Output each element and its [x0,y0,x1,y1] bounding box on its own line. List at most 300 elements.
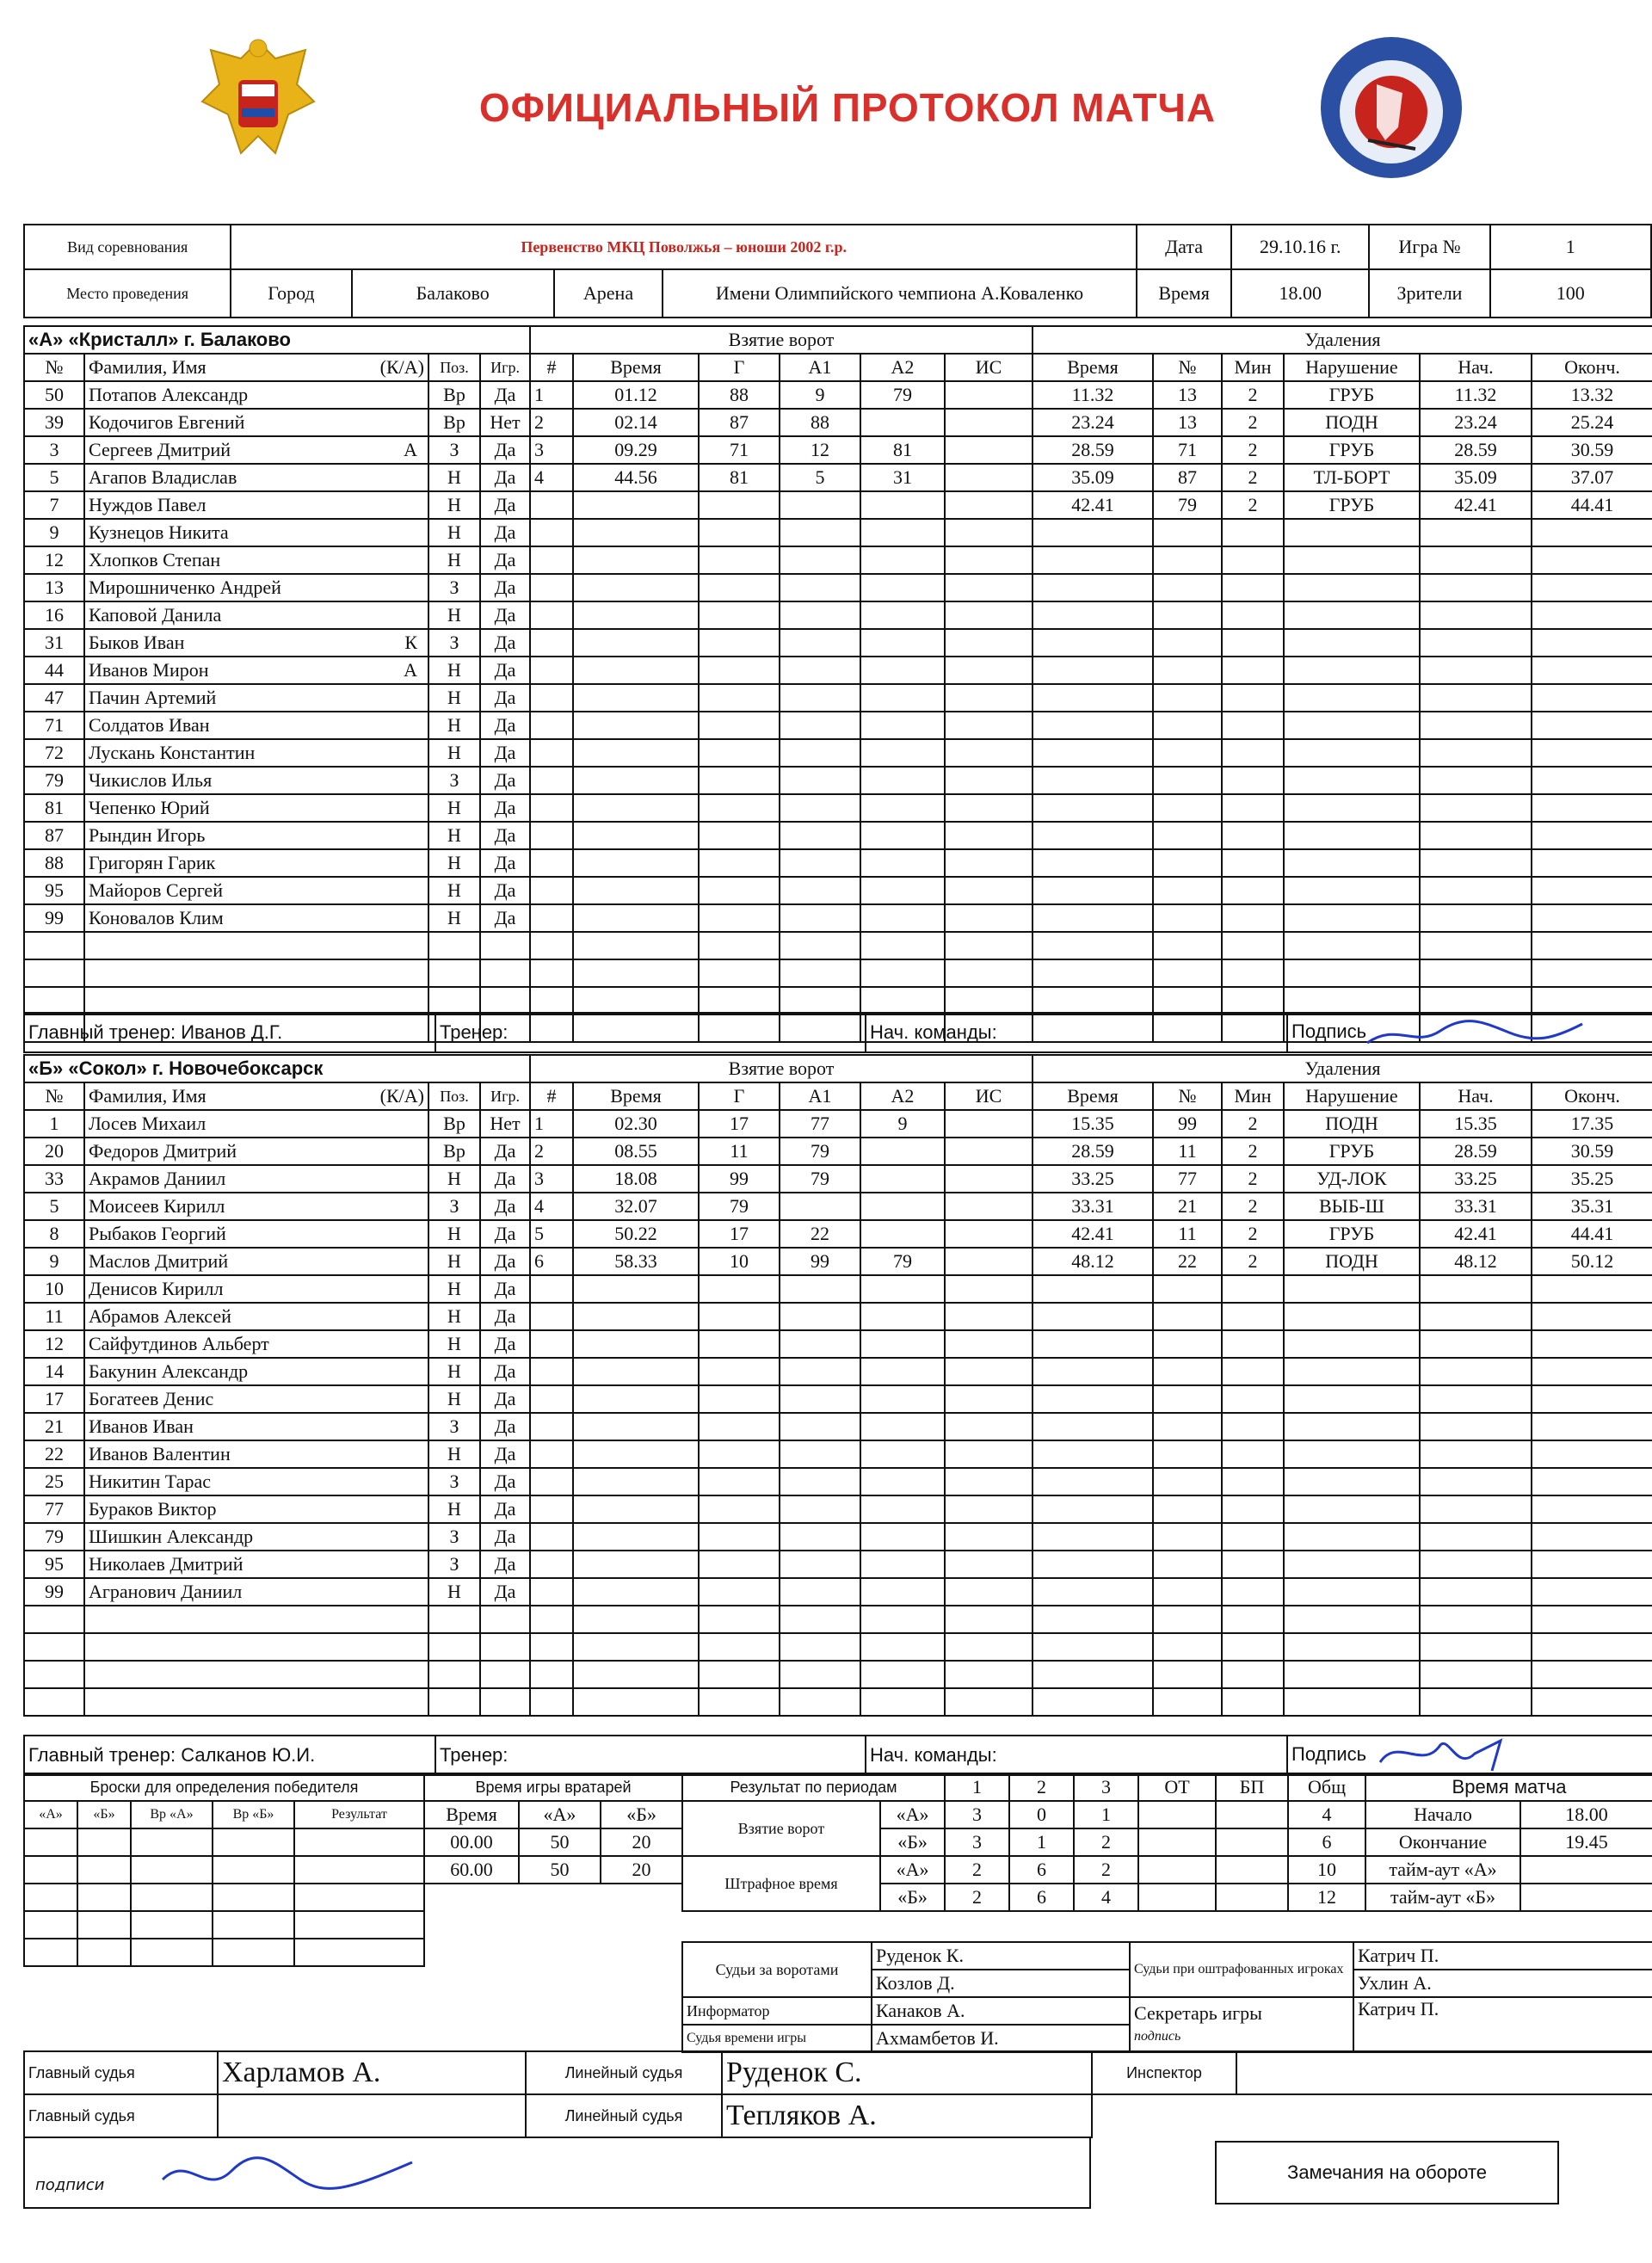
goal-assist-1 [780,1303,860,1330]
col-played: Игр. [480,354,530,381]
match-start-label: Начало [1365,1801,1520,1828]
goal-judge-2: Козлов Д. [872,1970,1130,1997]
goal-assist-2: 9 [860,1110,945,1138]
penalty-minutes: 2 [1222,491,1284,519]
goal-situation [945,904,1032,932]
goal-time [573,1578,699,1606]
place-label: Место проведения [24,269,231,318]
penalty-player [1153,657,1222,684]
goal-index [530,491,573,519]
col-hash: # [530,1082,573,1110]
goal-scorer [699,1330,780,1358]
penalty-minutes: 2 [1222,1138,1284,1165]
penalty-violation: ГРУБ [1284,1220,1420,1248]
penalty-violation [1284,1385,1420,1413]
player-name [84,381,428,409]
penalty-player: 77 [1153,1165,1222,1193]
goal-scorer [699,1523,780,1551]
penalty-time: 33.31 [1032,1193,1153,1220]
shootout-cell [294,1884,424,1911]
penalty-time [1032,1606,1153,1633]
penalty-violation: ВЫБ-Ш [1284,1193,1420,1220]
goal-assist-2 [860,849,945,877]
goal-situation [945,849,1032,877]
penalty-end [1532,1303,1652,1330]
penalty-end [1532,1688,1652,1716]
player-name [84,629,428,657]
player-name [84,822,428,849]
player-name-text: Кузнецов Никита [89,521,229,543]
penalty-start [1420,1440,1532,1468]
goal-assist-2 [860,409,945,436]
goals-b-cell [1216,1828,1288,1856]
penalty-player [1153,739,1222,767]
player-name [84,1358,428,1385]
period-2: 2 [1009,1773,1074,1801]
player-row [24,1523,530,1551]
penalty-time [1032,684,1153,712]
player-number: 20 [24,1138,84,1165]
penalty-time [1032,849,1153,877]
timeout-b-label: тайм-аут «Б» [1365,1884,1520,1911]
player-name [84,1440,428,1468]
penalty-player [1153,1578,1222,1606]
player-name [84,1578,428,1606]
goal-assist-2 [860,574,945,601]
goal-scorer: 81 [699,464,780,491]
goal-situation [945,1138,1032,1165]
goal-time [573,712,699,739]
penalty-violation: ТЛ-БОРТ [1284,464,1420,491]
penalty-violation [1284,987,1420,1014]
goal-row [530,1551,1032,1578]
player-position: Н [428,1275,480,1303]
penalty-start [1420,1275,1532,1303]
penalty-row [1032,849,1652,877]
player-position [428,987,480,1014]
player-played: Да [480,1523,530,1551]
goal-time [573,1330,699,1358]
player-number: 99 [24,904,84,932]
goal-index [530,519,573,546]
penalty-row [1032,546,1652,574]
team-b-signature: Подпись [1287,1736,1652,1775]
goal-scorer [699,491,780,519]
player-number: 16 [24,601,84,629]
goal-assist-1 [780,1193,860,1220]
player-number: 12 [24,546,84,574]
goal-scorer [699,546,780,574]
penalty-time [1032,1661,1153,1688]
goal-situation [945,932,1032,959]
col-end: Оконч. [1532,354,1652,381]
competition-label: Вид соревнования [24,225,231,269]
goal-index [530,932,573,959]
player-number: 22 [24,1440,84,1468]
goal-row [530,601,1032,629]
goal-time [573,739,699,767]
player-position [428,1633,480,1661]
player-position: Н [428,739,480,767]
goal-assist-2 [860,1413,945,1440]
penalty-end [1532,987,1652,1014]
goals-b-cell: 3 [945,1828,1009,1856]
player-row [24,1385,530,1413]
penalty-end: 25.24 [1532,409,1652,436]
player-name-text: Бураков Виктор [89,1498,217,1520]
goal-row [530,1413,1032,1440]
goal-index [530,546,573,574]
goal-situation [945,822,1032,849]
player-name [84,657,428,684]
team-a-signature-scribble [1363,1014,1587,1051]
remarks-label: Замечания на обороте [1287,2161,1487,2183]
penalty-player [1153,1275,1222,1303]
player-row [24,1688,530,1716]
player-name-text: Рыбаков Георгий [89,1223,226,1244]
player-row [24,849,530,877]
goal-judges-label: Судьи за воротами [682,1942,872,1997]
goal-index [530,1578,573,1606]
player-name [84,601,428,629]
timeout-a-value [1520,1856,1652,1884]
penalty-minutes [1222,629,1284,657]
player-number: 99 [24,1578,84,1606]
penalty-row [1032,877,1652,904]
player-number: 72 [24,739,84,767]
shootout-title: Броски для определения победителя [24,1773,424,1801]
penalty-time: 28.59 [1032,1138,1153,1165]
penalty-player: 22 [1153,1248,1222,1275]
penalty-minutes [1222,546,1284,574]
player-name [84,1606,428,1633]
player-name-text: Солдатов Иван [89,714,210,736]
player-number: 50 [24,381,84,409]
penalty-end [1532,959,1652,987]
player-number: 9 [24,519,84,546]
goal-row [530,1661,1032,1688]
penalty-player [1153,959,1222,987]
goal-row [530,684,1032,712]
player-played [480,932,530,959]
goals-a-cell: 3 [945,1801,1009,1828]
penalty-time [1032,519,1153,546]
goal-index [530,877,573,904]
goal-assist-2 [860,1165,945,1193]
goal-scorer [699,1413,780,1440]
player-position: Н [428,1330,480,1358]
goal-situation [945,657,1032,684]
goal-scorer: 87 [699,409,780,436]
player-position: Н [428,904,480,932]
goal-assist-2 [860,601,945,629]
goal-situation [945,1220,1032,1248]
penalty-end: 30.59 [1532,1138,1652,1165]
pen-a-cell: 2 [1074,1856,1138,1884]
penalty-player: 99 [1153,1110,1222,1138]
goal-situation [945,491,1032,519]
col-violation: Нарушение [1284,1082,1420,1110]
goal-assist-2 [860,1468,945,1495]
player-played: Да [480,657,530,684]
periods-table [681,1773,1366,1912]
player-number: 87 [24,822,84,849]
penalty-time [1032,1688,1153,1716]
player-position: Н [428,1440,480,1468]
goal-situation [945,1495,1032,1523]
player-position [428,959,480,987]
goal-index [530,601,573,629]
player-name-text: Никитин Тарас [89,1471,211,1492]
game-number: 1 [1490,225,1651,269]
penalty-time: 48.12 [1032,1248,1153,1275]
player-row [24,794,530,822]
penalty-end [1532,1275,1652,1303]
penalty-player [1153,1358,1222,1385]
goal-time [573,491,699,519]
goal-assist-2 [860,1551,945,1578]
head-referee-1: Харламов А. [218,2051,526,2094]
goal-scorer [699,1495,780,1523]
player-row [24,987,530,1014]
player-played: Да [480,1440,530,1468]
penalty-start [1420,712,1532,739]
penalty-start [1420,959,1532,987]
col-time: Время [573,1082,699,1110]
player-row [24,601,530,629]
shootout-cell [77,1884,131,1911]
penalty-row [1032,657,1652,684]
goal-assist-2 [860,1193,945,1220]
goals-title: Взятие ворот [530,1055,1032,1082]
penalty-end [1532,1358,1652,1385]
date-value: 29.10.16 г. [1231,225,1369,269]
penalty-row [1032,519,1652,546]
penalty-violation [1284,574,1420,601]
goal-scorer [699,1551,780,1578]
player-row [24,1275,530,1303]
penalty-row [1032,932,1652,959]
penalty-violation [1284,1330,1420,1358]
penalty-minutes [1222,1688,1284,1716]
penalty-end [1532,1523,1652,1551]
col-pen-no: № [1153,354,1222,381]
penalty-start [1420,932,1532,959]
penalty-end [1532,739,1652,767]
player-name-text: Потапов Александр [89,384,249,405]
date-label: Дата [1137,225,1231,269]
player-row [24,1633,530,1661]
penalty-player [1153,767,1222,794]
penalty-end: 30.59 [1532,436,1652,464]
goal-time [573,849,699,877]
penalty-violation [1284,959,1420,987]
linesman-label-2: Линейный судья [526,2094,722,2137]
penalty-row [1032,381,1652,409]
goal-assist-2 [860,932,945,959]
shootout-cell [294,1856,424,1884]
col-a2: А2 [860,1082,945,1110]
goal-index [530,1606,573,1633]
penalty-minutes [1222,822,1284,849]
goal-assist-1 [780,1385,860,1413]
goal-time [573,1606,699,1633]
player-played: Да [480,904,530,932]
player-played: Да [480,601,530,629]
goal-time [573,1275,699,1303]
penalty-start [1420,1606,1532,1633]
penalty-time [1032,1468,1153,1495]
penalty-player: 21 [1153,1193,1222,1220]
player-name-text: Маслов Дмитрий [89,1250,229,1272]
penalty-violation [1284,1633,1420,1661]
penalty-minutes [1222,519,1284,546]
secretary-value: Катрич П. [1353,1997,1652,2052]
goal-assist-1 [780,1330,860,1358]
penalty-minutes: 2 [1222,464,1284,491]
goal-time [573,767,699,794]
penalty-end: 13.32 [1532,381,1652,409]
player-number: 88 [24,849,84,877]
goal-time: 18.08 [573,1165,699,1193]
penalty-minutes: 2 [1222,1220,1284,1248]
shootout-cell [213,1856,294,1884]
goal-scorer [699,1633,780,1661]
goal-row [530,409,1032,436]
penalty-start [1420,1661,1532,1688]
player-position: Н [428,1578,480,1606]
player-position: Н [428,464,480,491]
penalty-minutes [1222,1468,1284,1495]
pen-b-total: 12 [1288,1884,1365,1911]
penalty-row [1032,1606,1652,1633]
goalie-row-b: 20 [601,1856,682,1884]
penalty-minutes [1222,1578,1284,1606]
player-name-text: Иванов Мирон [89,659,209,681]
col-no: № [24,1082,84,1110]
goal-time [573,1468,699,1495]
goal-index: 2 [530,409,573,436]
pen-a-total: 10 [1288,1856,1365,1884]
player-name [84,904,428,932]
player-played: Да [480,684,530,712]
goal-scorer [699,1606,780,1633]
penalty-end [1532,519,1652,546]
penalty-violation [1284,684,1420,712]
penalty-violation [1284,1578,1420,1606]
penalty-start [1420,629,1532,657]
team-b-coach-row [23,1735,1652,1776]
penalty-violation [1284,877,1420,904]
player-position: З [428,1193,480,1220]
penalty-start: 42.41 [1420,491,1532,519]
team-a-title: «А» «Кристалл» г. Балаково [24,326,530,354]
col-a2: А2 [860,354,945,381]
goal-assist-2 [860,959,945,987]
penalty-row [1032,1440,1652,1468]
player-played: Да [480,1138,530,1165]
col-pen-time: Время [1032,1082,1153,1110]
player-position: Н [428,657,480,684]
goal-situation [945,1385,1032,1413]
goal-index: 4 [530,1193,573,1220]
player-played: Да [480,519,530,546]
penalty-minutes [1222,1303,1284,1330]
team-b-roster [23,1054,531,1717]
shootout-cell [131,1884,213,1911]
penalty-start [1420,1330,1532,1358]
shootout-cell [213,1884,294,1911]
goal-situation [945,1303,1032,1330]
penalty-row [1032,684,1652,712]
goal-scorer [699,959,780,987]
team-a-mark: «А» [880,1856,945,1884]
goal-assist-1 [780,491,860,519]
player-row [24,519,530,546]
goals-a-cell [1216,1801,1288,1828]
goal-time: 44.56 [573,464,699,491]
player-number: 25 [24,1468,84,1495]
penalty-time: 15.35 [1032,1110,1153,1138]
player-played: Да [480,436,530,464]
penalty-end [1532,1330,1652,1358]
goal-time [573,574,699,601]
penalty-row [1032,1578,1652,1606]
player-row [24,1138,530,1165]
goal-assist-2 [860,1330,945,1358]
goal-row [530,436,1032,464]
penalty-time: 28.59 [1032,436,1153,464]
team-a-roster [23,325,531,1043]
penalty-minutes: 2 [1222,436,1284,464]
signatures-label: подписи [35,2176,105,2194]
goal-assist-2: 81 [860,436,945,464]
penalty-violation: ГРУБ [1284,381,1420,409]
player-played: Да [480,1165,530,1193]
penalty-end [1532,1468,1652,1495]
goal-scorer [699,684,780,712]
penalty-start [1420,794,1532,822]
goal-index: 1 [530,381,573,409]
goal-index [530,959,573,987]
player-name-text: Пачин Артемий [89,687,217,708]
goal-assist-2 [860,1495,945,1523]
player-number: 7 [24,491,84,519]
signatures-box [23,2137,1091,2209]
player-name [84,877,428,904]
head-referee-label-1: Главный судья [24,2051,218,2094]
penalty-minutes [1222,794,1284,822]
goal-situation [945,519,1032,546]
player-number: 12 [24,1330,84,1358]
captain-mark: К [404,632,417,653]
player-position: Н [428,849,480,877]
player-position: З [428,767,480,794]
goal-situation [945,1606,1032,1633]
col-is: ИС [945,354,1032,381]
player-row [24,1330,530,1358]
goal-scorer [699,987,780,1014]
player-played: Да [480,1385,530,1413]
goal-time [573,1661,699,1688]
penalty-end [1532,1440,1652,1468]
player-position: Н [428,822,480,849]
shootout-row [24,1911,424,1939]
player-row [24,1468,530,1495]
goal-scorer [699,1440,780,1468]
penalty-start [1420,739,1532,767]
player-row [24,436,530,464]
